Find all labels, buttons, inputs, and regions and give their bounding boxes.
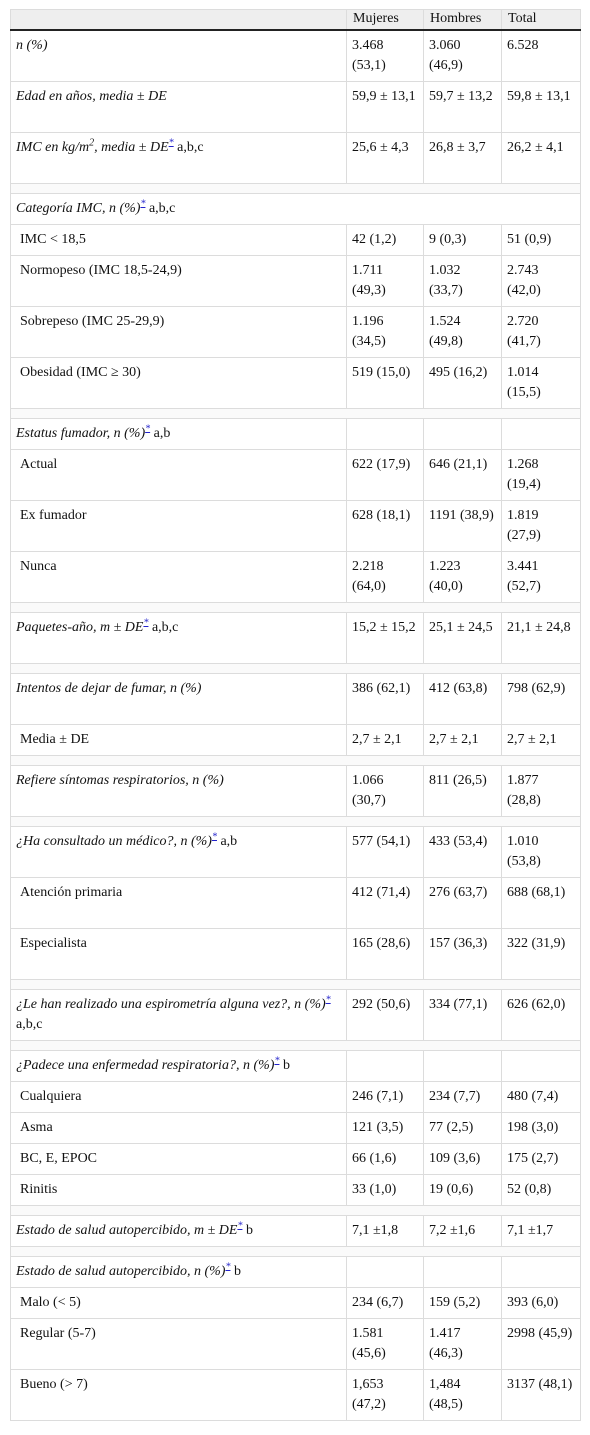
row-consultado (11, 826, 581, 877)
section-label (11, 1050, 347, 1081)
cell-total: 21,1 ± 24,8 (502, 612, 581, 663)
cell-total: 59,8 ± 13,1 (502, 81, 581, 132)
row-primaria (11, 877, 581, 928)
label-text: ¿Le han realizado una espirometría alguna vez?, n (%) (16, 996, 326, 1012)
cell-mujeres: 42 (1,2) (347, 224, 424, 255)
section-label (11, 418, 347, 449)
spacer-cell (11, 979, 581, 989)
cell-mujeres: 519 (15,0) (347, 357, 424, 408)
cell-mujeres: 1.711 (49,3) (347, 255, 424, 306)
row-normopeso (11, 255, 581, 306)
cell-hombres: 19 (0,6) (424, 1174, 502, 1205)
cell-hombres: 334 (77,1) (424, 989, 502, 1040)
row-intentos (11, 673, 581, 724)
cell-hombres: 276 (63,7) (424, 877, 502, 928)
header-mujeres: Mujeres (347, 10, 424, 30)
cell-mujeres: 7,1 ±1,8 (347, 1215, 424, 1246)
row-label: Refiere síntomas respiratorios, n (%) (11, 765, 347, 816)
cell-total: 26,2 ± 4,1 (502, 132, 581, 183)
cell-total: 52 (0,8) (502, 1174, 581, 1205)
row-imc-lt185 (11, 224, 581, 255)
row-label: IMC < 18,5 (11, 224, 347, 255)
spacer-cell (11, 183, 581, 193)
superscript: 2 (89, 136, 95, 148)
cell-total: 1.014 (15,5) (502, 357, 581, 408)
row-label: Asma (11, 1112, 347, 1143)
significance-note: a,b,c (173, 139, 204, 155)
label-text: Estado de salud autopercibido, m ± DE (16, 1222, 238, 1238)
row-actual (11, 449, 581, 500)
cell-total: 2,7 ± 2,1 (502, 724, 581, 755)
cell-hombres: 433 (53,4) (424, 826, 502, 877)
row-salud-n (11, 1256, 581, 1287)
cell-mujeres: 66 (1,6) (347, 1143, 424, 1174)
cell-total: 626 (62,0) (502, 989, 581, 1040)
header-label (11, 10, 347, 30)
cell-total: 798 (62,9) (502, 673, 581, 724)
header-row (11, 10, 581, 30)
significance-note: b (230, 1263, 241, 1279)
spacer-cell (11, 1246, 581, 1256)
cell-mujeres: 15,2 ± 15,2 (347, 612, 424, 663)
label-text: Paquetes-año, m ± DE (16, 619, 144, 635)
cell-total: 1.819 (27,9) (502, 500, 581, 551)
cell-mujeres: 25,6 ± 4,3 (347, 132, 424, 183)
label-text: ¿Ha consultado un médico?, n (%) (16, 833, 212, 849)
row-n (11, 30, 581, 82)
spacer-row (11, 979, 581, 989)
cell-mujeres: 246 (7,1) (347, 1081, 424, 1112)
row-label: Nunca (11, 551, 347, 602)
cell-total: 175 (2,7) (502, 1143, 581, 1174)
footnote-link[interactable]: * (225, 1260, 231, 1272)
cell-total: 3.441 (52,7) (502, 551, 581, 602)
section-label (11, 1256, 347, 1287)
cell-hombres: 1.524 (49,8) (424, 306, 502, 357)
significance-note: a,b (150, 425, 171, 441)
cell-total: 393 (6,0) (502, 1287, 581, 1318)
cell-hombres: 234 (7,7) (424, 1081, 502, 1112)
row-sintomas (11, 765, 581, 816)
cell-mujeres: 292 (50,6) (347, 989, 424, 1040)
results-table (10, 9, 581, 1421)
row-label: BC, E, EPOC (11, 1143, 347, 1174)
cell-hombres: 25,1 ± 24,5 (424, 612, 502, 663)
cell-empty (502, 1050, 581, 1081)
footnote-link[interactable]: * (140, 197, 146, 209)
cell-empty (347, 418, 424, 449)
cell-mujeres: 577 (54,1) (347, 826, 424, 877)
spacer-cell (11, 1205, 581, 1215)
label-text: Estatus fumador, n (%) (16, 425, 146, 441)
row-sobrepeso (11, 306, 581, 357)
row-label (11, 612, 347, 663)
cell-total: 2998 (45,9) (502, 1318, 581, 1369)
cell-mujeres: 2,7 ± 2,1 (347, 724, 424, 755)
row-label (11, 132, 347, 183)
significance-note: b (242, 1222, 253, 1238)
spacer-row (11, 755, 581, 765)
significance-note: b (279, 1057, 290, 1073)
cell-hombres: 77 (2,5) (424, 1112, 502, 1143)
cell-hombres: 26,8 ± 3,7 (424, 132, 502, 183)
cell-total: 480 (7,4) (502, 1081, 581, 1112)
header-hombres: Hombres (424, 10, 502, 30)
label-text: Estado de salud autopercibido, n (%) (16, 1263, 226, 1279)
label-text: Categoría IMC, n (%) (16, 200, 141, 216)
spacer-row (11, 663, 581, 673)
footnote-link[interactable]: * (211, 830, 217, 842)
cell-hombres: 1.032 (33,7) (424, 255, 502, 306)
cell-hombres: 2,7 ± 2,1 (424, 724, 502, 755)
spacer-row (11, 816, 581, 826)
spacer-row (11, 602, 581, 612)
cell-mujeres: 1,653 (47,2) (347, 1369, 424, 1420)
row-label: Ex fumador (11, 500, 347, 551)
spacer-cell (11, 1040, 581, 1050)
cell-empty (424, 1256, 502, 1287)
cell-mujeres: 165 (28,6) (347, 928, 424, 979)
row-label: Rinitis (11, 1174, 347, 1205)
row-label: Regular (5-7) (11, 1318, 347, 1369)
row-media-de (11, 724, 581, 755)
row-obesidad (11, 357, 581, 408)
row-label: Especialista (11, 928, 347, 979)
footnote-link[interactable]: * (325, 993, 331, 1005)
spacer-row (11, 1246, 581, 1256)
cell-hombres: 1,484 (48,5) (424, 1369, 502, 1420)
cell-total: 51 (0,9) (502, 224, 581, 255)
header-total: Total (502, 10, 581, 30)
row-fumador (11, 418, 581, 449)
cell-total: 688 (68,1) (502, 877, 581, 928)
cell-hombres: 59,7 ± 13,2 (424, 81, 502, 132)
row-label: Media ± DE (11, 724, 347, 755)
cell-mujeres: 1.196 (34,5) (347, 306, 424, 357)
label-text: IMC en kg/m (16, 139, 90, 155)
row-label: Intentos de dejar de fumar, n (%) (11, 673, 347, 724)
row-label (11, 826, 347, 877)
cell-hombres: 646 (21,1) (424, 449, 502, 500)
row-bueno (11, 1369, 581, 1420)
row-enfermedad (11, 1050, 581, 1081)
significance-note: a,b,c (148, 619, 179, 635)
spacer-row (11, 408, 581, 418)
spacer-cell (11, 816, 581, 826)
cell-total: 2.743 (42,0) (502, 255, 581, 306)
significance-note: a,b,c (145, 200, 176, 216)
cell-empty (424, 1050, 502, 1081)
row-label: Malo (< 5) (11, 1287, 347, 1318)
row-nunca (11, 551, 581, 602)
row-label (11, 989, 347, 1040)
cell-hombres: 7,2 ±1,6 (424, 1215, 502, 1246)
label-text-2: , media ± DE (94, 139, 169, 155)
cell-total: 7,1 ±1,7 (502, 1215, 581, 1246)
cell-total: 1.877 (28,8) (502, 765, 581, 816)
spacer-cell (11, 408, 581, 418)
cell-hombres: 157 (36,3) (424, 928, 502, 979)
cell-empty (502, 418, 581, 449)
cell-total: 2.720 (41,7) (502, 306, 581, 357)
cell-hombres: 159 (5,2) (424, 1287, 502, 1318)
cell-empty (347, 1256, 424, 1287)
cell-hombres: 1.223 (40,0) (424, 551, 502, 602)
row-paquetes (11, 612, 581, 663)
row-label: n (%) (11, 30, 347, 82)
cell-total: 3137 (48,1) (502, 1369, 581, 1420)
footnote-link[interactable]: * (237, 1219, 243, 1231)
cell-mujeres: 628 (18,1) (347, 500, 424, 551)
cell-total: 6.528 (502, 30, 581, 82)
spacer-row (11, 1205, 581, 1215)
row-especialista (11, 928, 581, 979)
cell-mujeres: 234 (6,7) (347, 1287, 424, 1318)
cell-empty (424, 418, 502, 449)
cell-total: 322 (31,9) (502, 928, 581, 979)
spacer-row (11, 183, 581, 193)
row-cualquiera (11, 1081, 581, 1112)
cell-mujeres: 1.066 (30,7) (347, 765, 424, 816)
label-text: ¿Padece una enfermedad respiratoria?, n (%) (16, 1057, 275, 1073)
row-label: Cualquiera (11, 1081, 347, 1112)
row-edad (11, 81, 581, 132)
cell-mujeres: 3.468 (53,1) (347, 30, 424, 82)
cell-total: 1.268 (19,4) (502, 449, 581, 500)
significance-note: a,b,c (16, 1016, 43, 1032)
row-label: Normopeso (IMC 18,5-24,9) (11, 255, 347, 306)
row-label (11, 1215, 347, 1246)
footnote-link[interactable]: * (145, 422, 151, 434)
spacer-cell (11, 602, 581, 612)
cell-hombres: 1191 (38,9) (424, 500, 502, 551)
cell-hombres: 3.060 (46,9) (424, 30, 502, 82)
cell-hombres: 811 (26,5) (424, 765, 502, 816)
significance-note: a,b (216, 833, 238, 849)
row-bc (11, 1143, 581, 1174)
row-label: Obesidad (IMC ≥ 30) (11, 357, 347, 408)
row-rinitis (11, 1174, 581, 1205)
footnote-link[interactable]: * (168, 136, 174, 148)
cell-mujeres: 59,9 ± 13,1 (347, 81, 424, 132)
cell-mujeres: 386 (62,1) (347, 673, 424, 724)
cell-hombres: 109 (3,6) (424, 1143, 502, 1174)
row-asma (11, 1112, 581, 1143)
footnote-link[interactable]: * (274, 1054, 280, 1066)
section-label (11, 193, 581, 224)
row-label: Bueno (> 7) (11, 1369, 347, 1420)
row-label: Sobrepeso (IMC 25-29,9) (11, 306, 347, 357)
cell-mujeres: 2.218 (64,0) (347, 551, 424, 602)
cell-mujeres: 121 (3,5) (347, 1112, 424, 1143)
row-exfumador (11, 500, 581, 551)
row-imc (11, 132, 581, 183)
row-label: Edad en años, media ± DE (11, 81, 347, 132)
row-label: Atención primaria (11, 877, 347, 928)
row-cat-imc (11, 193, 581, 224)
row-salud-m (11, 1215, 581, 1246)
row-espirometria (11, 989, 581, 1040)
cell-hombres: 9 (0,3) (424, 224, 502, 255)
cell-mujeres: 622 (17,9) (347, 449, 424, 500)
spacer-cell (11, 663, 581, 673)
row-malo (11, 1287, 581, 1318)
cell-mujeres: 33 (1,0) (347, 1174, 424, 1205)
cell-empty (347, 1050, 424, 1081)
row-label: Actual (11, 449, 347, 500)
footnote-link[interactable]: * (143, 616, 149, 628)
cell-total: 1.010 (53,8) (502, 826, 581, 877)
spacer-row (11, 1040, 581, 1050)
cell-hombres: 1.417 (46,3) (424, 1318, 502, 1369)
cell-empty (502, 1256, 581, 1287)
cell-hombres: 495 (16,2) (424, 357, 502, 408)
row-regular (11, 1318, 581, 1369)
spacer-cell (11, 755, 581, 765)
cell-mujeres: 1.581 (45,6) (347, 1318, 424, 1369)
cell-mujeres: 412 (71,4) (347, 877, 424, 928)
cell-hombres: 412 (63,8) (424, 673, 502, 724)
cell-total: 198 (3,0) (502, 1112, 581, 1143)
